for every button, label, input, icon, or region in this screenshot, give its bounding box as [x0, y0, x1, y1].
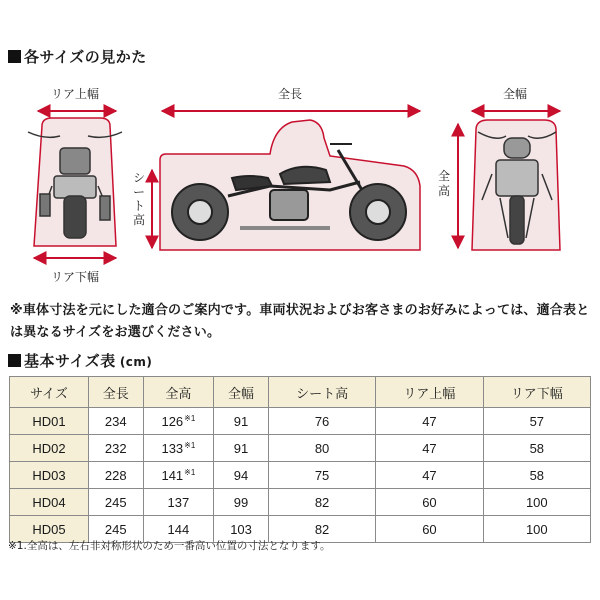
section-heading-size-table: 基本サイズ表 (cm): [8, 350, 152, 371]
table-row: [10, 408, 591, 435]
cell-size: HD02: [10, 435, 89, 462]
cell-width: 91: [214, 408, 269, 435]
cell-rear-bottom: 58: [483, 462, 590, 489]
cell-rear-bottom: 58: [483, 435, 590, 462]
cell-rear-top: 60: [376, 516, 483, 543]
cell-rear-top: 60: [376, 489, 483, 516]
header-height: 全高: [143, 377, 214, 408]
side-view-figure: [133, 86, 420, 250]
cell-size: HD04: [10, 489, 89, 516]
header-size: サイズ: [10, 377, 89, 408]
cell-length: 245: [88, 489, 143, 516]
cell-length: 245: [88, 516, 143, 543]
header-width: 全幅: [214, 377, 269, 408]
cell-length: 234: [88, 408, 143, 435]
size-diagram: [0, 78, 600, 293]
footnote-mark: ※1: [184, 467, 196, 477]
cell-height: 144: [143, 516, 214, 543]
cell-length: 232: [88, 435, 143, 462]
header-rear-bottom: リア下幅: [483, 377, 590, 408]
svg-text:高: 高: [132, 213, 146, 227]
seat-height-label-1: シ: [132, 171, 146, 185]
cell-seat-height: 80: [268, 435, 375, 462]
cell-rear-top: 47: [376, 462, 483, 489]
cell-seat-height: 76: [268, 408, 375, 435]
height-label-1: 全: [437, 169, 451, 183]
cell-size: HD01: [10, 408, 89, 435]
footnote-mark: ※1: [184, 413, 196, 423]
section-heading-views: 各サイズの見かた: [8, 46, 147, 67]
length-label: 全長: [277, 87, 303, 101]
cell-seat-height: 82: [268, 489, 375, 516]
svg-text:高: 高: [437, 184, 451, 198]
header-rear-top: リア上幅: [376, 377, 483, 408]
table-footnote: ※1.全高は、左右非対称形状のため一番高い位置の寸法となります。: [8, 540, 331, 552]
table-unit: (cm): [119, 355, 153, 369]
cell-height: 141$^{※1}$: [143, 462, 214, 489]
cell-size: HD05: [10, 516, 89, 543]
size-table: [9, 376, 591, 543]
svg-text:ト: ト: [132, 199, 146, 213]
cell-seat-height: 75: [268, 462, 375, 489]
cell-width: 91: [214, 435, 269, 462]
cell-rear-bottom: 100: [483, 489, 590, 516]
square-bullet-icon: [8, 50, 21, 63]
cell-size: HD03: [10, 462, 89, 489]
rear-top-width-label: リア上幅: [50, 87, 100, 101]
header-seat-height: シート高: [268, 377, 375, 408]
cell-rear-bottom: 100: [483, 516, 590, 543]
cell-rear-top: 47: [376, 435, 483, 462]
cell-width: 94: [214, 462, 269, 489]
cell-rear-top: 47: [376, 408, 483, 435]
front-view-figure: [438, 86, 560, 250]
fitting-note: ※車体寸法を元にした適合のご案内です。車両状況およびお客さまのお好みによっては、適合表とは異なるサイズをお選びください。: [10, 303, 590, 340]
svg-text:ー: ー: [132, 185, 146, 199]
table-row: [10, 489, 591, 516]
table-header-row: [10, 377, 591, 408]
rear-bottom-width-label: リア下幅: [50, 270, 100, 284]
cell-height: 137: [143, 489, 214, 516]
square-bullet-icon: [8, 354, 21, 367]
cell-width: 99: [214, 489, 269, 516]
header-length: 全長: [88, 377, 143, 408]
cell-height: 126$^{※1}$: [143, 408, 214, 435]
rear-view-figure: [28, 86, 122, 284]
table-row: [10, 462, 591, 489]
cell-height: 133$^{※1}$: [143, 435, 214, 462]
width-label: 全幅: [502, 87, 528, 101]
cell-rear-bottom: 57: [483, 408, 590, 435]
table-row: [10, 435, 591, 462]
footnote-mark: ※1: [184, 440, 196, 450]
cell-length: 228: [88, 462, 143, 489]
cell-seat-height: 82: [268, 516, 375, 543]
cell-width: 103: [214, 516, 269, 543]
